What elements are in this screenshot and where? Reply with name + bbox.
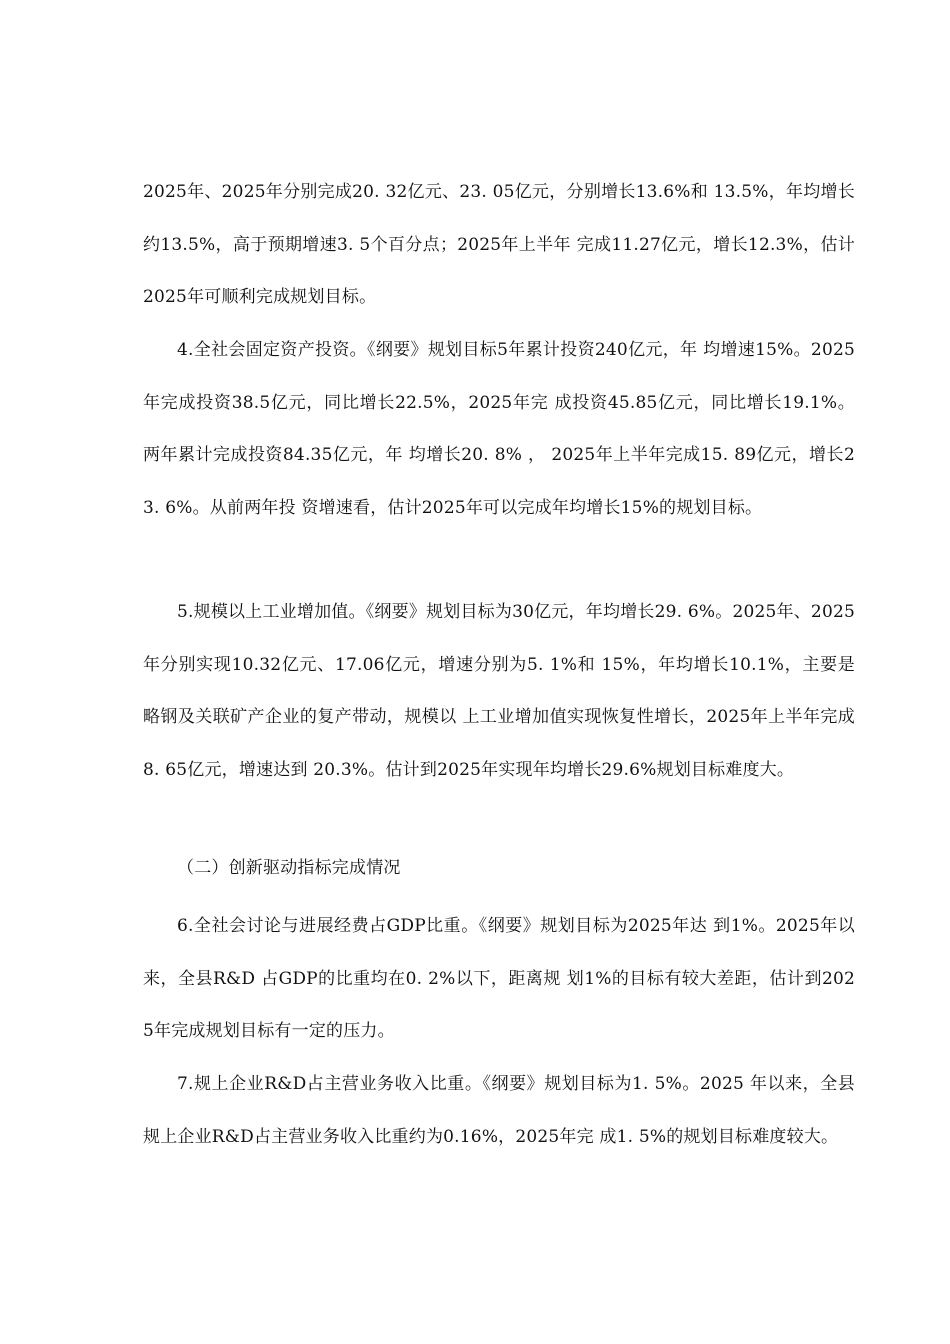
paragraph-industrial-value-added: 5.规模以上工业增加值。《纲要》规划目标为30亿元，年均增长29. 6%。2025年、2025年分别实现10.32亿元、17.06亿元，增速分别为5. 1%和 15%，年均增长10.1%，主要是略钢及关联矿产企业的复产带动，规模以 上工业增加值实现恢复性增长，2025年上半年完成8. 65亿元，增速达到 20.3%。估计到2025年实现年均增长29.6%规划目标难度大。 [143, 602, 855, 780]
paragraph-rd-gdp-ratio: 6.全社会讨论与进展经费占GDP比重。《纲要》规划目标为2025年达 到1%。2025年以来，全县R&D 占GDP的比重均在0. 2%以下，距离规 划1%的目标有较大差距，估计到2025年完成规划目标有一定的压力。 [143, 916, 855, 1041]
paragraph-fixed-asset-investment: 4.全社会固定资产投资。《纲要》规划目标5年累计投资240亿元，年 均增速15%。2025年完成投资38.5亿元，同比增长22.5%，2025年完 成投资45.85亿元，同比增长19.1%。两年累计完成投资84.35亿元，年 均增长20. 8% ， 2025年上半年完成15. 89亿元，增长23. 6%。从前两年投 资增速看，估计2025年可以完成年均增长15%的规划目标。 [143, 340, 855, 518]
section-heading-innovation: （二）创新驱动指标完成情况 [177, 858, 401, 878]
paragraph-rd-revenue-ratio: 7.规上企业R&D占主营业务收入比重。《纲要》规划目标为1. 5%。2025 年以来，全县规上企业R&D占主营业务收入比重约为0.16%，2025年完 成1. 5%的规划目标难度较大。 [143, 1074, 855, 1147]
paragraph-investment-continuation: 2025年、2025年分别完成20. 32亿元、23. 05亿元，分别增长13.6%和 13.5%，年均增长约13.5%，高于预期增速3. 5个百分点；2025年上半年 完成11.27亿元，增长12.3%，估计2025年可顺利完成规划目标。 [143, 182, 855, 307]
